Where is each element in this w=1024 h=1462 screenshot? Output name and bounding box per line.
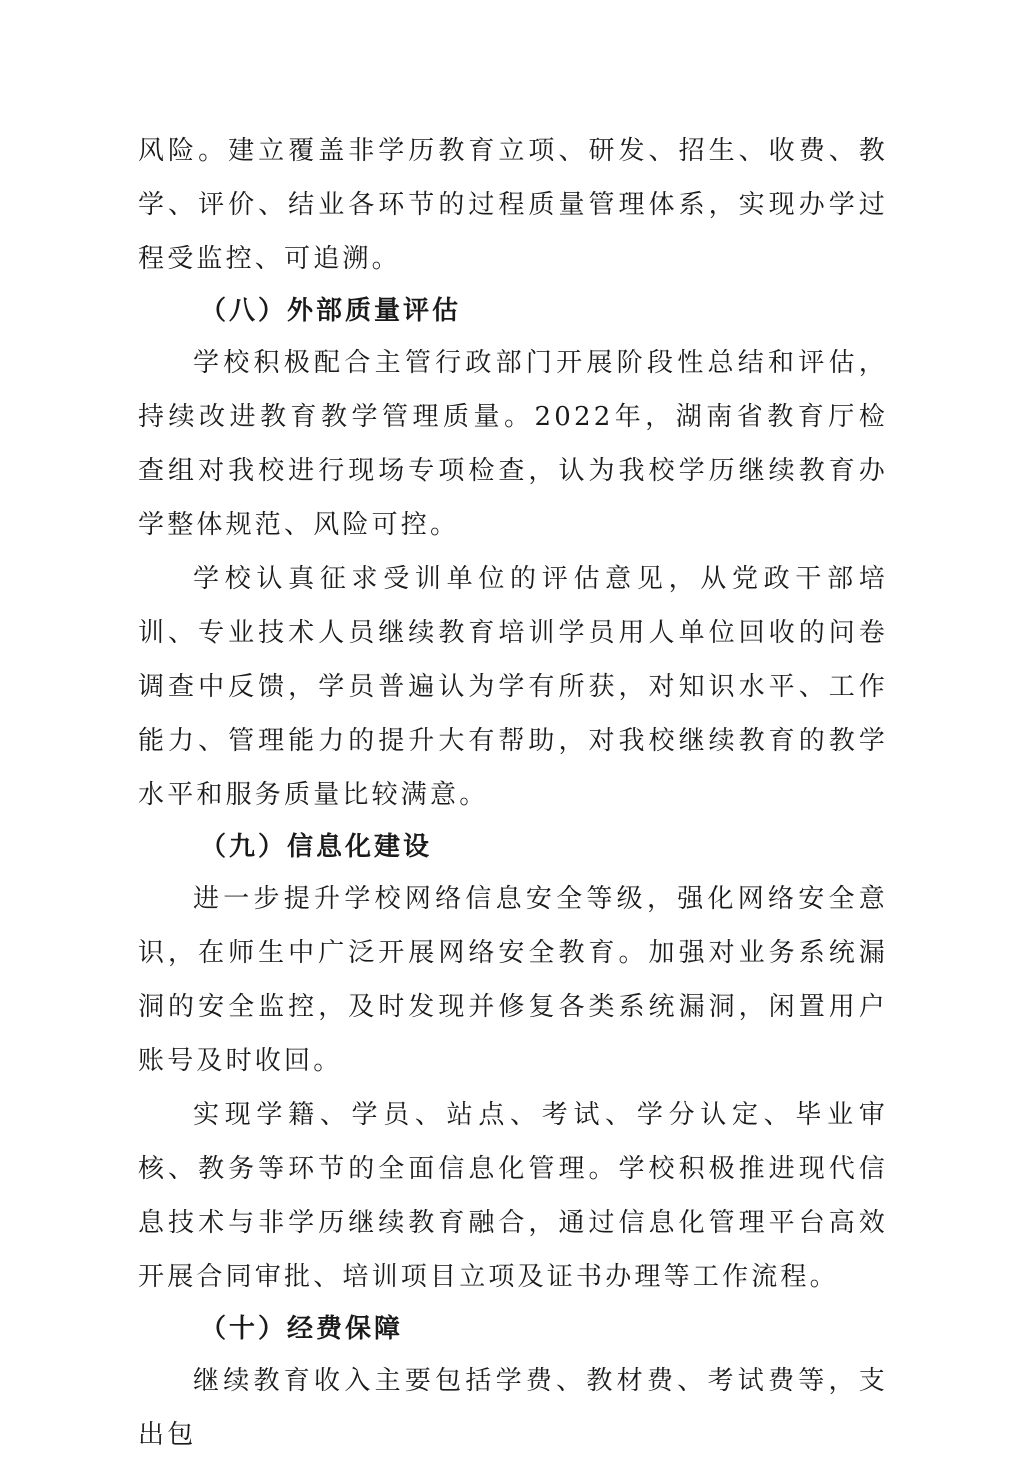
paragraph-funding: 继续教育收入主要包括学费、教材费、考试费等，支出包 (138, 1366, 888, 1450)
section-heading-external-evaluation: （八）外部质量评估 (200, 296, 462, 326)
document-page (138, 124, 888, 1462)
section-heading-funding: （十）经费保障 (200, 1314, 404, 1344)
paragraph-network-security: 进一步提升学校网络信息安全等级，强化网络安全意识，在师生中广泛开展网络安全教育。加强对业务系统漏洞的安全监控，及时发现并修复各类系统漏洞，闲置用户账号及时收回。 (138, 884, 888, 1076)
paragraph-quality-system: 风险。建立覆盖非学历教育立项、研发、招生、收费、教学、评价、结业各环节的过程质量管理体系，实现办学过程受监控、可追溯。 (138, 136, 888, 274)
section-heading-informatization: （九）信息化建设 (200, 832, 433, 862)
paragraph-trainee-feedback: 学校认真征求受训单位的评估意见，从党政干部培训、专业技术人员继续教育培训学员用人单位回收的问卷调查中反馈，学员普遍认为学有所获，对知识水平、工作能力、管理能力的提升大有帮助，对我校继续教育的教学水平和服务质量比较满意。 (138, 564, 888, 810)
paragraph-information-management: 实现学籍、学员、站点、考试、学分认定、毕业审核、教务等环节的全面信息化管理。学校积极推进现代信息技术与非学历继续教育融合，通过信息化管理平台高效开展合同审批、培训项目立项及证书办理等工作流程。 (138, 1100, 888, 1292)
paragraph-external-evaluation: 学校积极配合主管行政部门开展阶段性总结和评估，持续改进教育教学管理质量。2022年，湖南省教育厅检查组对我校进行现场专项检查，认为我校学历继续教育办学整体规范、风险可控。 (138, 348, 888, 540)
